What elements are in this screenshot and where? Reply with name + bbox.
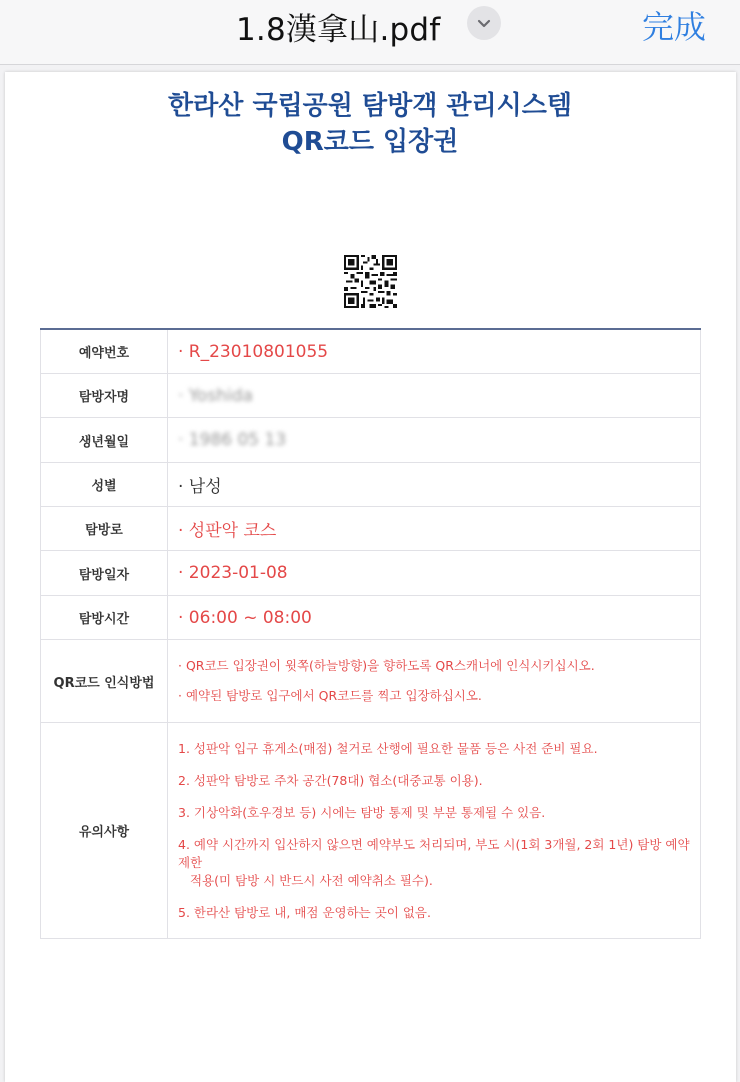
trail-value: · 성판악 코스: [168, 507, 701, 550]
notes-label: 유의사항: [40, 723, 168, 938]
visit-date-value: · 2023-01-08: [168, 551, 701, 595]
note-item-continuation: 적용(미 탐방 시 반드시 사전 예약취소 필수).: [190, 872, 433, 888]
gender-label: 성별: [40, 463, 168, 506]
note-item: [178, 836, 700, 890]
document-title: [0, 88, 740, 160]
table-row: [40, 418, 701, 463]
birth-date-value: [168, 418, 701, 462]
qr-method-label: QR코드 인식방법: [40, 640, 168, 722]
table-row: [40, 507, 701, 551]
table-row: [40, 723, 701, 939]
note-item: 2. 성판악 탐방로 주차 공간(78대) 협소(대중교통 이용).: [178, 772, 483, 788]
table-row: [40, 596, 701, 640]
trail-label: 탐방로: [40, 507, 168, 550]
table-row: [40, 640, 701, 723]
title-line-2: QR코드 입장권: [281, 127, 459, 157]
visit-time-label: 탐방시간: [40, 596, 168, 639]
table-row: [40, 374, 701, 418]
file-title: 1.8漢拿山.pdf: [236, 12, 441, 48]
done-button[interactable]: 完成: [641, 8, 706, 46]
reservation-number-value: · R_23010801055: [168, 330, 701, 373]
table-row: [40, 330, 701, 374]
birth-date-label: 생년월일: [40, 418, 168, 462]
visitor-name-value: [168, 374, 701, 417]
gender-value: · 남성: [168, 463, 701, 506]
birth-date-text: · 1986 05 13: [178, 430, 287, 450]
note-item-line: 4. 예약 시간까지 입산하지 않으면 예약부도 처리되며, 부도 시(1회 3개월, 2회 1년) 탐방 예약 제한: [178, 836, 690, 870]
note-item: 5. 한라산 탐방로 내, 매점 운영하는 곳이 없음.: [178, 904, 431, 920]
note-item: 1. 성판악 입구 휴게소(매점) 철거로 산행에 필요한 물품 등은 사전 준비 필요.: [178, 740, 598, 756]
qr-code-icon: [344, 255, 397, 308]
reservation-number-label: 예약번호: [40, 330, 168, 373]
qr-method-item: · 예약된 탐방로 입구에서 QR코드를 찍고 입장하십시오.: [178, 688, 482, 703]
visitor-name-text: · Yoshida: [178, 385, 253, 406]
qr-method-item: · QR코드 입장권이 윗쪽(하늘방향)을 향하도록 QR스캐너에 인식시키십시오.: [178, 658, 595, 673]
notes-list: [168, 723, 701, 938]
chevron-down-icon: [476, 15, 492, 31]
ticket-info-table: [40, 328, 701, 939]
table-row: [40, 551, 701, 596]
visit-date-label: 탐방일자: [40, 551, 168, 595]
title-line-1: 한라산 국립공원 탐방객 관리시스템: [168, 91, 572, 121]
visit-time-value: · 06:00 ~ 08:00: [168, 596, 701, 639]
pdf-viewer-topbar: [0, 0, 740, 65]
file-menu-button[interactable]: [467, 6, 501, 40]
table-row: [40, 463, 701, 507]
qr-method-list: [168, 640, 701, 722]
visitor-name-label: 탐방자명: [40, 374, 168, 417]
note-item: 3. 기상악화(호우경보 등) 시에는 탐방 통제 및 부분 통제될 수 있음.: [178, 804, 546, 820]
